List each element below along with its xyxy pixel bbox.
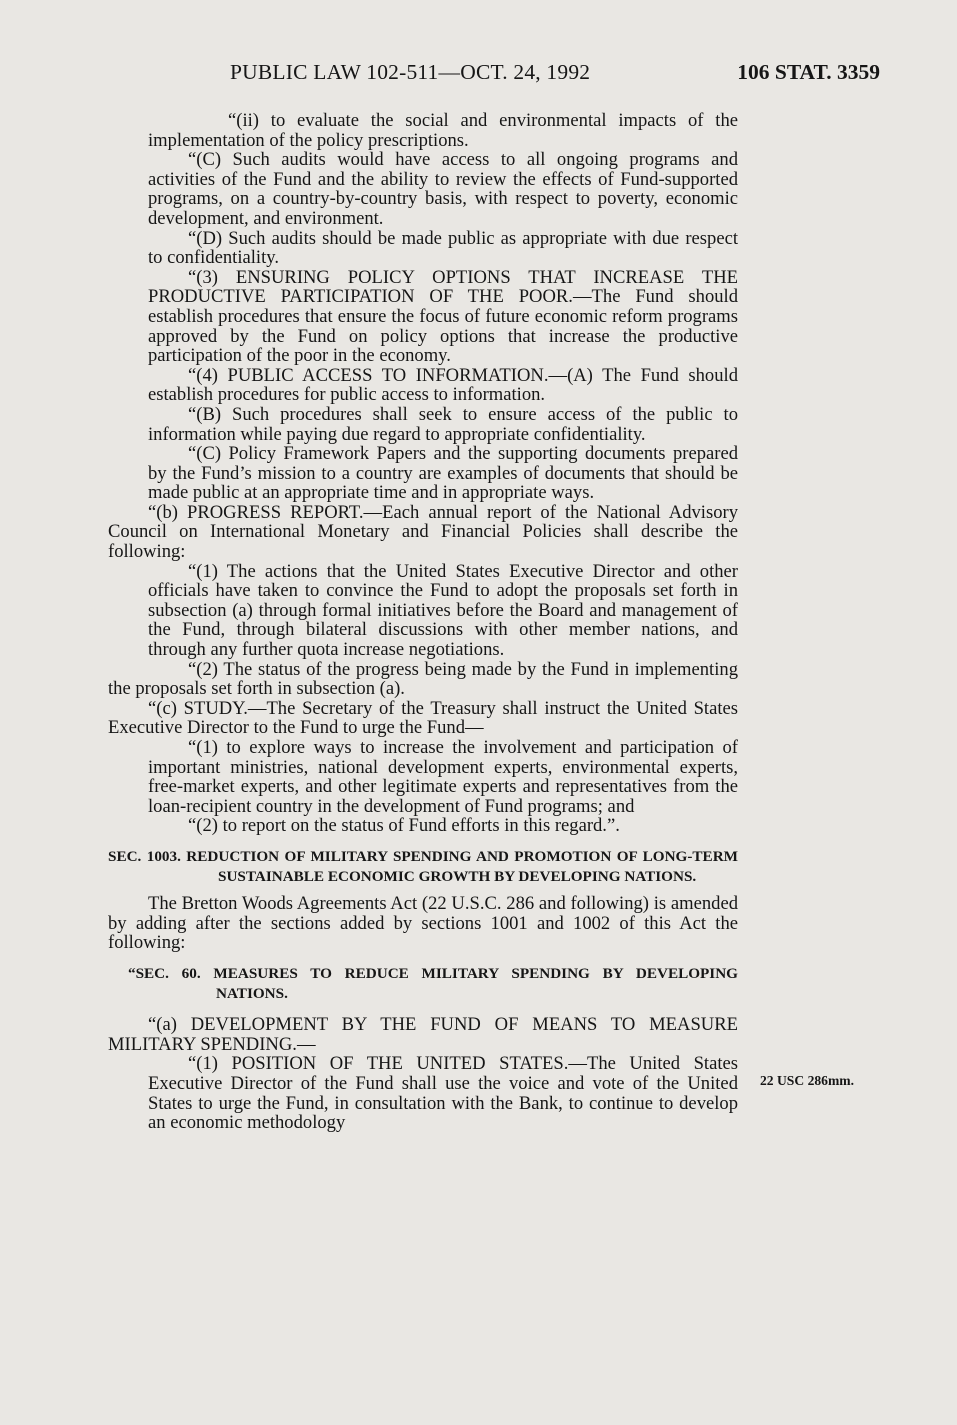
document-body — [108, 111, 738, 1133]
paragraph-number: “(1) — [188, 1053, 232, 1075]
section-heading: “SEC. 60. MEASURES TO REDUCE MILITARY SPENDING BY DEVELOPING NATIONS. — [128, 964, 738, 1002]
paragraph-heading: ENSURING POLICY OPTIONS THAT INCREASE THE PRODUCTIVE PARTICIPATION OF THE POOR. — [148, 266, 738, 308]
paragraph-number: “(a) — [148, 1014, 191, 1036]
paragraph-heading: POSITION OF THE UNITED STATES. — [231, 1053, 569, 1075]
paragraph-heading: PROGRESS REPORT. — [187, 501, 364, 523]
paragraph-heading: DEVELOPMENT BY THE FUND OF MEANS TO MEASURE MILITARY SPENDING. — [108, 1014, 738, 1055]
paragraph: “(2) to report on the status of Fund efforts in this regard.”. — [188, 815, 620, 837]
paragraph: “(ii) to evaluate the social and environmental impacts of the implementation of the policy prescriptions. — [148, 110, 738, 151]
paragraph: “(2) The status of the progress being made by the Fund in implementing the proposals set forth in subsection (a). — [108, 658, 738, 700]
paragraph-text: —The Secretary of the Treasury shall instruct the United States Executive Director to the Fund to urge the Fund— — [108, 697, 739, 739]
page-header — [230, 60, 880, 90]
paragraph-text: — — [296, 1033, 316, 1055]
paragraph — [108, 366, 738, 405]
paragraph-text: —Each annual report of the National Advisory Council on International Monetary and Financial Policies shall describe the following: — [108, 501, 738, 563]
paragraph — [108, 503, 738, 562]
paragraph-number: “(b) — [148, 501, 187, 523]
paragraph — [108, 268, 738, 366]
paragraph — [108, 1054, 738, 1132]
section-heading: SEC. 1003. REDUCTION OF MILITARY SPENDING AND PROMOTION OF LONG-TERM SUSTAINABLE ECONOMIC GROWTH BY DEVELOPING NATIONS. — [108, 847, 738, 885]
paragraph: “(C) Policy Framework Papers and the supporting documents prepared by the Fund’s mission to a country are examples of documents that should be made public at an appropriate time and in appropriate ways. — [148, 443, 738, 504]
paragraph-text: —The Fund should establish procedures that ensure the focus of future economic reform programs approved by the Fund on policy options that increase the productive participation of the poor in the economy. — [148, 286, 739, 367]
paragraph-heading: PUBLIC ACCESS TO INFORMATION. — [227, 364, 549, 386]
paragraph-text: —(A) The Fund should establish procedures for public access to information. — [148, 364, 738, 406]
paragraph: “(1) The actions that the United States Executive Director and other officials have taken to convince the Fund to adopt the proposals set forth in subsection (a) through formal initiatives before the Board and management of the Fund, through bilateral discussions with other member nations, and through any further quota increase negotiations. — [148, 560, 738, 661]
paragraph: “(D) Such audits should be made public as appropriate with due respect to confidentiality. — [148, 227, 738, 269]
header-stat-page: 106 STAT. 3359 — [737, 60, 880, 84]
margin-citation: 22 USC 286mm. — [760, 1073, 855, 1088]
paragraph-number: “(3) — [188, 266, 236, 288]
header-citation: PUBLIC LAW 102-511—OCT. 24, 1992 — [230, 60, 591, 84]
paragraph: The Bretton Woods Agreements Act (22 U.S.C. 286 and following) is amended by adding after the sections added by sections 1001 and 1002 of this Act the following: — [108, 893, 738, 954]
paragraph-text: —The United States Executive Director of the Fund shall use the voice and vote of the United States to urge the Fund, in consultation with the Bank, to continue to develop an economic methodology — [148, 1053, 738, 1134]
paragraph: “(B) Such procedures shall seek to ensure access of the public to information while paying due regard to appropriate confidentiality. — [148, 403, 738, 445]
paragraph — [108, 699, 738, 738]
paragraph-number: “(c) — [148, 697, 184, 719]
paragraph — [108, 1015, 738, 1054]
paragraph-number: “(4) — [188, 364, 228, 386]
paragraph: “(C) Such audits would have access to all ongoing programs and activities of the Fund and the ability to review the effects of Fund-supported programs, on a country-by-country basis, with respect to poverty, economic development, and environment. — [148, 149, 738, 229]
paragraph-heading: STUDY. — [183, 697, 248, 719]
paragraph: “(1) to explore ways to increase the involvement and participation of important ministries, national development experts, environmental experts, free-market experts, and other legitimate experts and representatives from the loan-recipient country in the development of Fund programs; and — [148, 737, 738, 817]
